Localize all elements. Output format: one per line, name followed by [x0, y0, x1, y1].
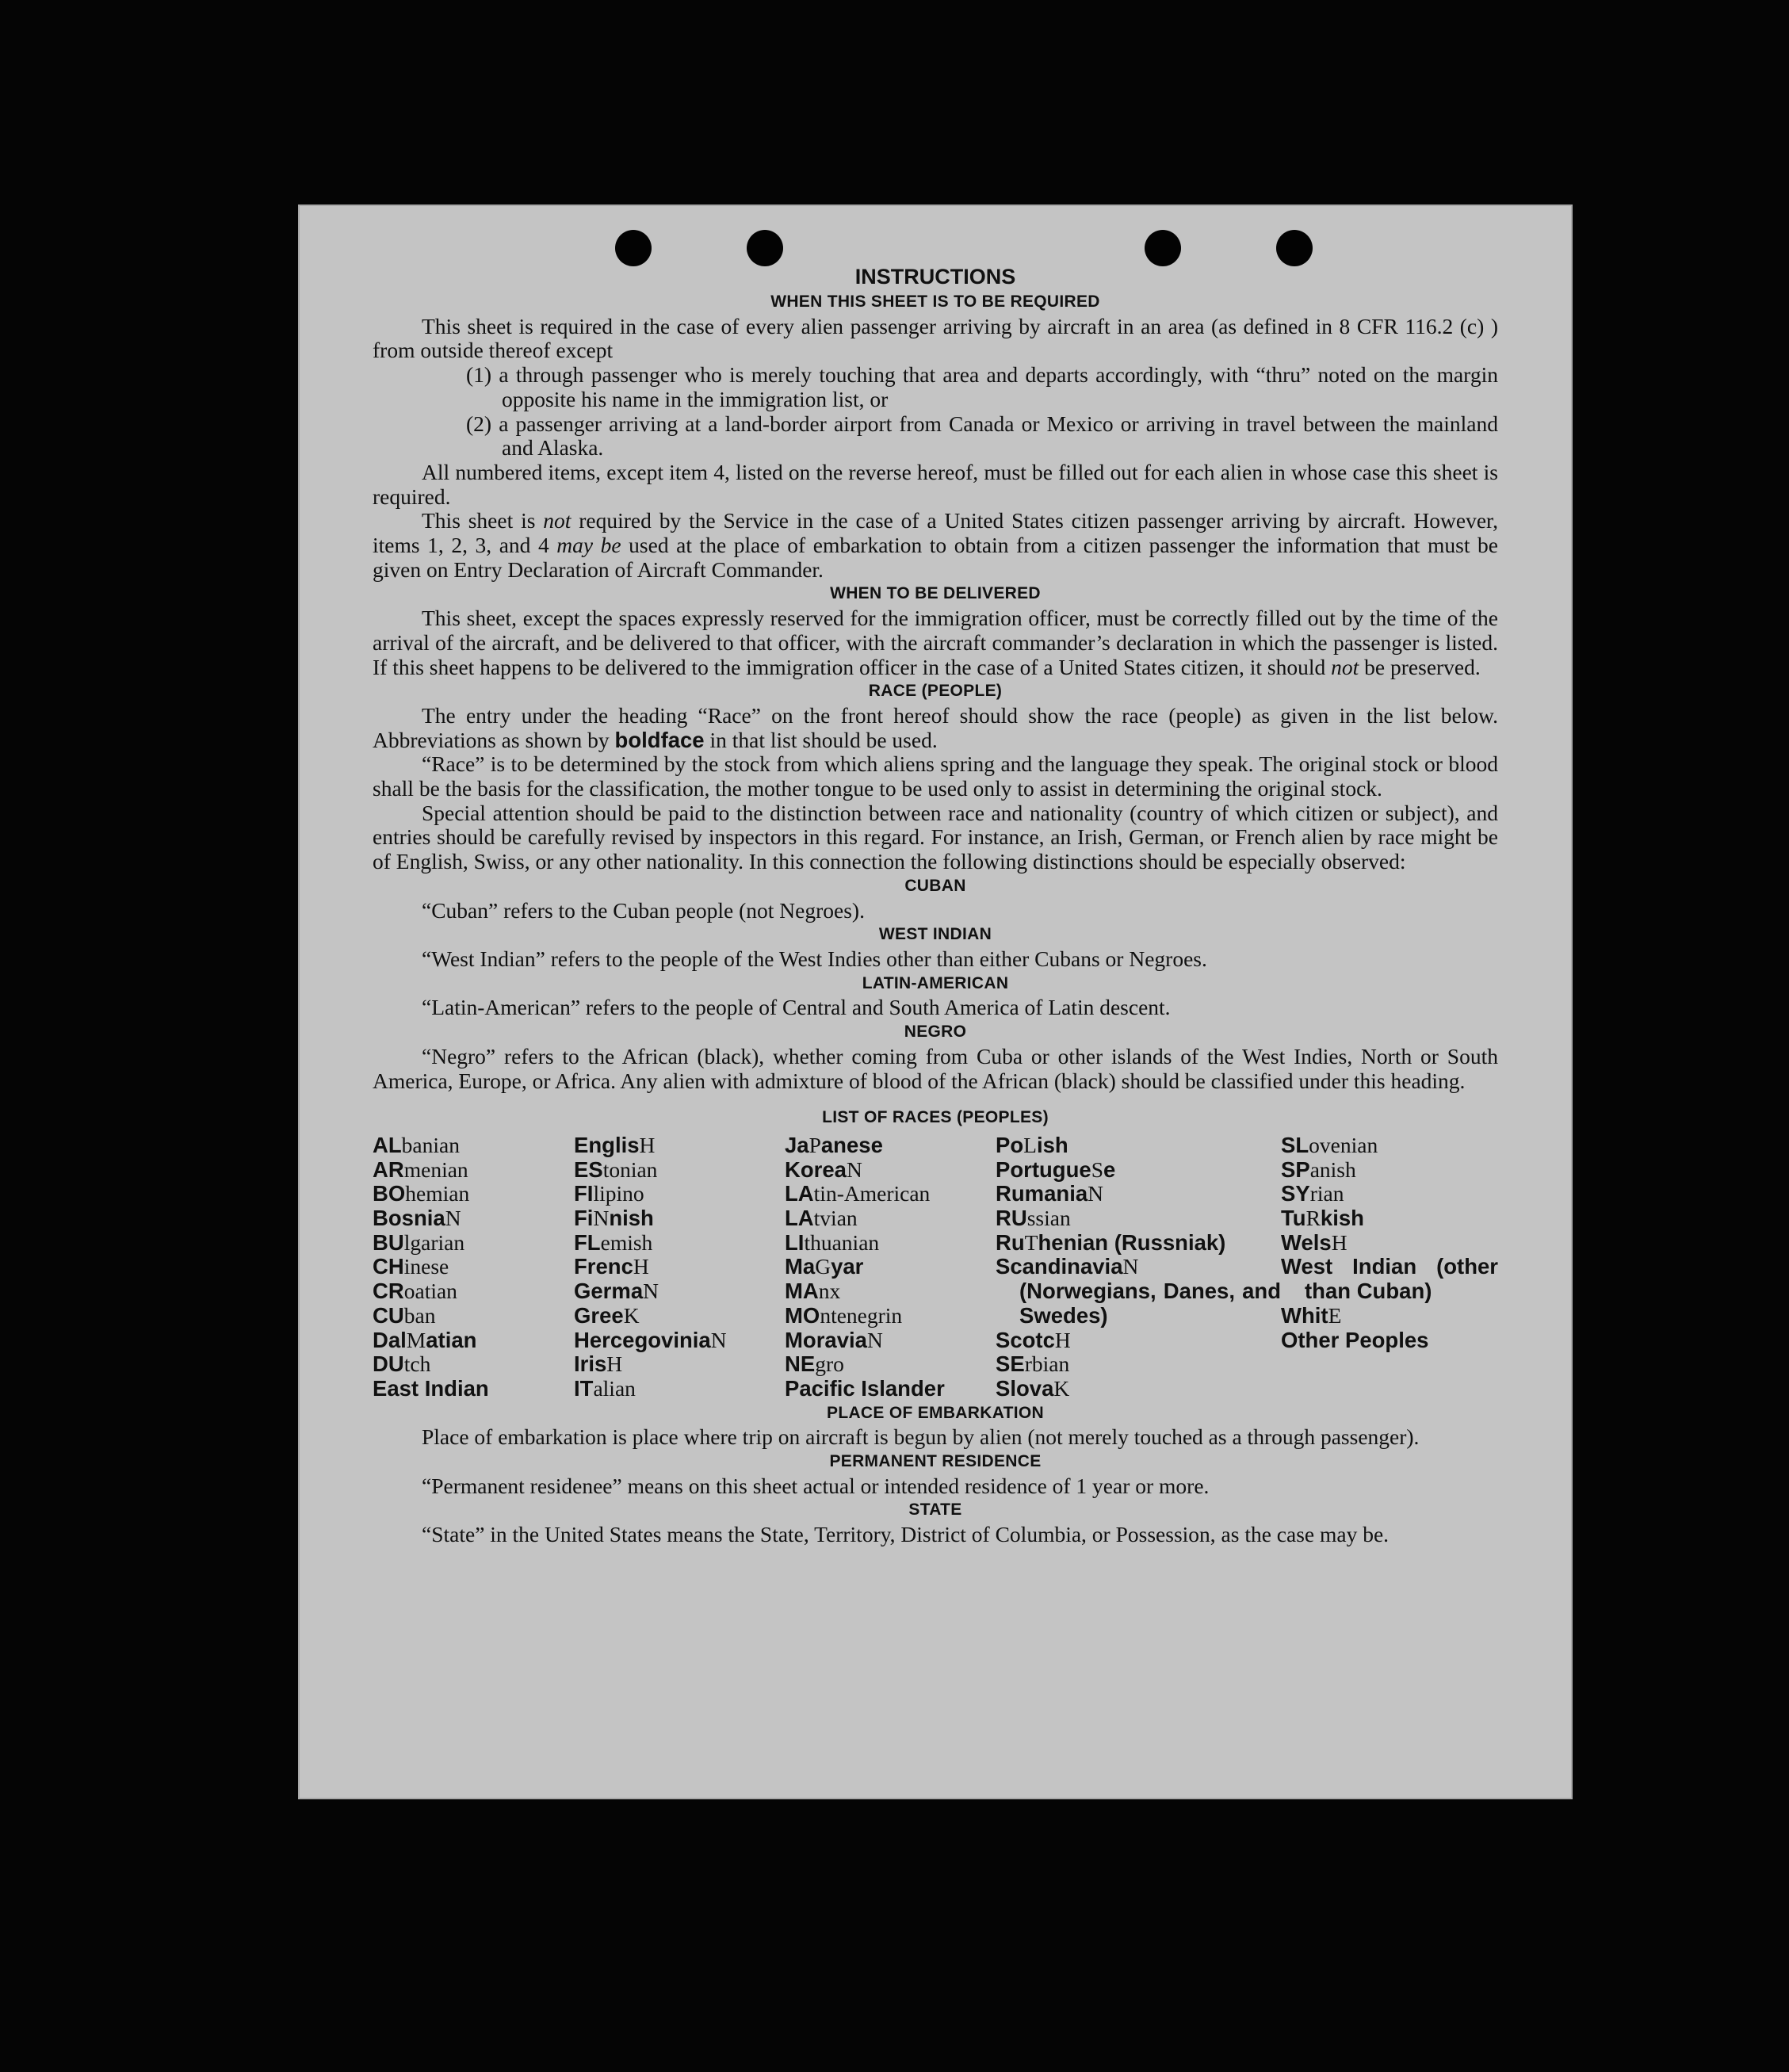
- race-entry: IrisH: [574, 1351, 623, 1377]
- race-entry: CRoatian: [373, 1279, 457, 1304]
- race-entry: SPanish: [1281, 1156, 1356, 1182]
- heading-list-of-races: LIST OF RACES (PEOPLES): [822, 1108, 1049, 1127]
- punch-hole: [615, 230, 652, 266]
- races-column: [373, 1133, 574, 1401]
- race-entry: EStonian: [574, 1156, 658, 1182]
- race-entry: SErbian: [996, 1351, 1070, 1377]
- paragraph: This sheet is required in the case of every alien passenger arriving by aircraft in an area (as defined in 8 CFR 116.2 (c) ) from outside thereof except: [373, 313, 1498, 363]
- race-entry: MAnx: [785, 1279, 841, 1304]
- text-run: This sheet is: [422, 508, 544, 533]
- race-entry: LAtvian: [785, 1206, 858, 1231]
- race-entry: BUlgarian: [373, 1229, 465, 1255]
- race-entry: SlovaK: [996, 1375, 1070, 1401]
- emphasis: may be: [556, 533, 621, 558]
- text-run: be preserved.: [1359, 654, 1481, 679]
- race-entry: HercegoviniaN: [574, 1327, 727, 1352]
- race-entry: BOhemian: [373, 1181, 470, 1206]
- race-entry: KoreaN: [785, 1156, 862, 1182]
- boldface-word: boldface: [614, 727, 705, 752]
- paragraph: Special attention should be paid to the distinction between race and nationality (country of which citizen or subject), and entries should be carefully revised by inspectors in this regard. For instance, an Irish, German, or French alien by race might be of English, Swiss, or any other nationality. In this connection the following distinctions should be especially observed:: [373, 800, 1498, 874]
- race-entry: LAtin-American: [785, 1181, 931, 1206]
- race-entry: NEgro: [785, 1351, 844, 1377]
- race-entry: LIthuanian: [785, 1229, 880, 1255]
- race-entry: Pacific Islander: [785, 1375, 945, 1401]
- races-list: [373, 1133, 1498, 1401]
- paragraph: [373, 509, 1498, 582]
- race-entry: ARmenian: [373, 1156, 468, 1182]
- text-run: The entry under the heading “Race” on the front hereof should show the race (people) as given in the list below. Abbreviations as shown by: [373, 702, 1498, 752]
- race-entry: DalMatian: [373, 1327, 477, 1352]
- race-entry: BosniaN: [373, 1206, 461, 1231]
- race-entry: WhitE: [1281, 1302, 1342, 1328]
- heading-when-required: WHEN THIS SHEET IS TO BE REQUIRED: [770, 292, 1100, 311]
- races-column: [996, 1133, 1281, 1401]
- race-entry: PoLish: [996, 1132, 1068, 1157]
- heading-permanent-residence: PERMANENT RESIDENCE: [829, 1452, 1042, 1471]
- race-entry: ITalian: [574, 1375, 636, 1401]
- race-entry: MoraviaN: [785, 1327, 883, 1352]
- punch-hole: [747, 230, 783, 266]
- race-entry: CUban: [373, 1302, 436, 1328]
- races-column: [1281, 1133, 1498, 1401]
- race-entry: PortugueSe: [996, 1156, 1116, 1182]
- heading-negro: NEGRO: [904, 1023, 967, 1042]
- sheet-content: [373, 263, 1498, 1547]
- heading-race: RACE (PEOPLE): [868, 682, 1003, 701]
- punch-hole: [1145, 230, 1181, 266]
- races-column: [574, 1133, 785, 1401]
- race-entry: East Indian: [373, 1375, 489, 1401]
- race-entry: RUssian: [996, 1206, 1071, 1231]
- race-entry: WelsH: [1281, 1229, 1347, 1255]
- race-entry: TuRkish: [1281, 1206, 1364, 1231]
- page-title: INSTRUCTIONS: [854, 265, 1016, 289]
- race-entry: SYrian: [1281, 1181, 1344, 1206]
- paragraph: “West Indian” refers to the people of the West Indies other than either Cubans or Negroes.: [422, 946, 1207, 971]
- text-run: in that list should be used.: [704, 727, 938, 752]
- paragraph: “Permanent residenee” means on this sheet actual or intended residence of 1 year or more.: [422, 1473, 1210, 1498]
- text-run: used at the place of embarkation to obtain from a citizen passenger the information that must be given on Entry Declaration of Aircraft Commander.: [373, 533, 1498, 582]
- paragraph: “Race” is to be determined by the stock from which aliens spring and the language they speak. The original stock or blood shall be the basis for the classification, the mother tongue to be used only to assist in determining the original stock.: [373, 751, 1498, 801]
- text-run: required by the Service in the case of a United States citizen passenger arriving by aircraft. However, items 1, 2, 3, and 4: [373, 508, 1498, 558]
- paragraph: “Latin-American” refers to the people of Central and South America of Latin descent.: [422, 995, 1171, 1020]
- race-entry: FiNnish: [574, 1206, 654, 1231]
- race-entry: GreeK: [574, 1302, 640, 1328]
- heading-when-delivered: WHEN TO BE DELIVERED: [830, 584, 1041, 603]
- list-item: (1) a through passenger who is merely touching that area and departs accordingly, with “thru” noted on the margin opposite his name in the immigration list, or: [466, 362, 1498, 411]
- race-entry: RuThenian (Russniak): [996, 1229, 1226, 1255]
- race-entry: ALbanian: [373, 1132, 460, 1157]
- list-item: (2) a passenger arriving at a land-border airport from Canada or Mexico or arriving in travel between the mainland and Alaska.: [466, 411, 1498, 461]
- race-entry: FrencH: [574, 1254, 649, 1279]
- paragraph: [373, 606, 1498, 679]
- race-entry: RumaniaN: [996, 1181, 1104, 1206]
- emphasis: not: [1331, 654, 1359, 679]
- race-entry: SLovenian: [1281, 1132, 1378, 1157]
- heading-latin-american: LATIN-AMERICAN: [862, 973, 1009, 992]
- heading-embarkation: PLACE OF EMBARKATION: [827, 1403, 1044, 1422]
- race-entry: CHinese: [373, 1254, 449, 1279]
- race-entry: FIlipino: [574, 1181, 644, 1206]
- paragraph: “Cuban” refers to the Cuban people (not Negroes).: [422, 897, 865, 923]
- race-entry: JaPanese: [785, 1132, 883, 1157]
- race-entry: ScandinaviaN (Norwegians, Danes, and Swedes): [996, 1254, 1281, 1328]
- paragraph: Place of embarkation is place where trip on aircraft is begun by alien (not merely touched as a through passenger).: [422, 1424, 1420, 1450]
- race-entry: DUtch: [373, 1351, 431, 1377]
- race-entry: Other Peoples: [1281, 1327, 1429, 1352]
- heading-cuban: CUBAN: [904, 876, 966, 895]
- instruction-sheet: [298, 205, 1573, 1799]
- paragraph: [373, 704, 1498, 752]
- race-entry: West Indian (other than Cuban): [1281, 1254, 1498, 1304]
- punch-hole: [1276, 230, 1313, 266]
- paragraph: “Negro” refers to the African (black), whether coming from Cuba or other islands of the West Indies, North or South America, Europe, or Africa. Any alien with admixture of blood of the African (black) should be classified under this heading.: [373, 1043, 1498, 1093]
- races-column: [785, 1133, 996, 1401]
- emphasis: not: [543, 508, 571, 533]
- race-entry: MOntenegrin: [785, 1302, 903, 1328]
- paragraph: All numbered items, except item 4, listed on the reverse hereof, must be filled out for each alien in whose case this sheet is required.: [373, 459, 1498, 509]
- heading-west-indian: WEST INDIAN: [878, 925, 992, 944]
- race-entry: EnglisH: [574, 1132, 656, 1157]
- text-run: This sheet, except the spaces expressly reserved for the immigration officer, must be correctly filled out by the time of the arrival of the aircraft, and be delivered to that officer, with the aircraft commander’s declaration in which the passenger is listed. If this sheet happens to be delivered to the immigration officer in the case of a United States citizen, it should: [373, 606, 1498, 679]
- race-entry: MaGyar: [785, 1254, 864, 1279]
- race-entry: ScotcH: [996, 1327, 1071, 1352]
- race-entry: FLemish: [574, 1229, 653, 1255]
- heading-state: STATE: [908, 1500, 962, 1520]
- race-entry: GermaN: [574, 1279, 659, 1304]
- paragraph: “State” in the United States means the State, Territory, District of Columbia, or Possession, as the case may be.: [422, 1522, 1390, 1547]
